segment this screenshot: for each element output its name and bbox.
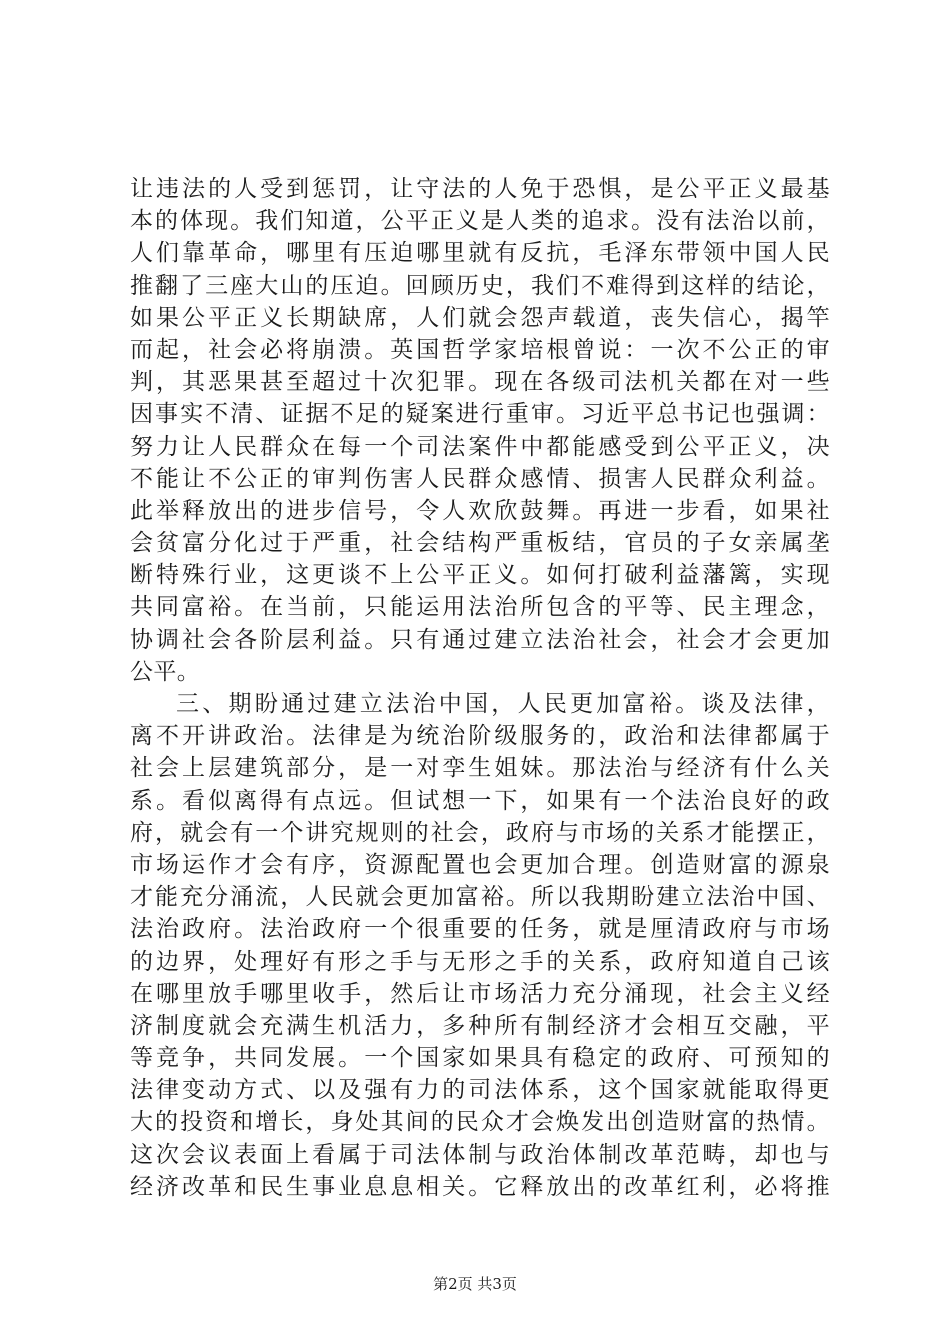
text-line: 判，其恶果甚至超过十次犯罪。现在各级司法机关都在对一些 (130, 369, 830, 396)
text-line: 法律变动方式、以及强有力的司法体系，这个国家就能取得更 (130, 1077, 830, 1104)
text-line: 不能让不公正的审判伤害人民群众感情、损害人民群众利益。 (130, 465, 830, 492)
document-body (130, 173, 830, 1203)
text-line: 等竞争，共同发展。一个国家如果具有稳定的政府、可预知的 (130, 1045, 830, 1072)
text-line: 在哪里放手哪里收手，然后让市场活力充分涌现，社会主义经 (130, 980, 830, 1007)
text-line: 会贫富分化过于严重，社会结构严重板结，官员的子女亲属垄 (130, 530, 830, 557)
text-line: 断特殊行业，这更谈不上公平正义。如何打破利益藩篱，实现 (130, 562, 830, 589)
text-line: 市场运作才会有序，资源配置也会更加合理。创造财富的源泉 (130, 851, 830, 878)
text-line: 人们靠革命，哪里有压迫哪里就有反抗，毛泽东带领中国人民 (130, 240, 830, 267)
section-heading-line: 三、期盼通过建立法治中国，人民更加富裕。谈及法律， (176, 691, 830, 717)
text-line: 因事实不清、证据不足的疑案进行重审。习近平总书记也强调： (130, 401, 830, 428)
text-line: 如果公平正义长期缺席，人们就会怨声载道，丧失信心，揭竿 (130, 304, 830, 331)
page-number-footer: 第2页 共3页 (433, 1275, 517, 1293)
text-line: 本的体现。我们知道，公平正义是人类的追求。没有法治以前， (130, 208, 830, 235)
text-line: 府，就会有一个讲究规则的社会，政府与市场的关系才能摆正， (130, 819, 830, 846)
text-line: 让违法的人受到惩罚，让守法的人免于恐惧，是公平正义最基 (130, 176, 830, 202)
text-line: 法治政府。法治政府一个很重要的任务，就是厘清政府与市场 (130, 916, 830, 943)
text-line: 经济改革和民生事业息息相关。它释放出的改革红利，必将推 (130, 1173, 830, 1200)
text-line: 共同富裕。在当前，只能运用法治所包含的平等、民主理念， (130, 594, 830, 621)
text-line: 大的投资和增长，身处其间的民众才会焕发出创造财富的热情。 (130, 1109, 830, 1136)
text-line: 努力让人民群众在每一个司法案件中都能感受到公平正义，决 (130, 433, 830, 460)
text-line: 而起，社会必将崩溃。英国哲学家培根曾说：一次不公正的审 (130, 336, 830, 363)
text-line: 系。看似离得有点远。但试想一下，如果有一个法治良好的政 (130, 787, 830, 814)
text-line: 离不开讲政治。法律是为统治阶级服务的，政治和法律都属于 (130, 723, 830, 750)
text-line: 才能充分涌流，人民就会更加富裕。所以我期盼建立法治中国、 (130, 884, 830, 911)
text-line: 社会上层建筑部分，是一对孪生姐妹。那法治与经济有什么关 (130, 755, 830, 782)
text-line: 公平。 (130, 658, 201, 685)
text-line: 济制度就会充满生机活力，多种所有制经济才会相互交融，平 (130, 1012, 830, 1039)
text-line: 的边界，处理好有形之手与无形之手的关系，政府知道自己该 (130, 948, 830, 975)
text-line: 此举释放出的进步信号，令人欢欣鼓舞。再进一步看，如果社 (130, 497, 830, 524)
text-line: 这次会议表面上看属于司法体制与政治体制改革范畴，却也与 (130, 1141, 830, 1168)
text-line: 协调社会各阶层利益。只有通过建立法治社会，社会才会更加 (130, 626, 830, 653)
text-line: 推翻了三座大山的压迫。回顾历史，我们不难得到这样的结论， (130, 272, 830, 299)
